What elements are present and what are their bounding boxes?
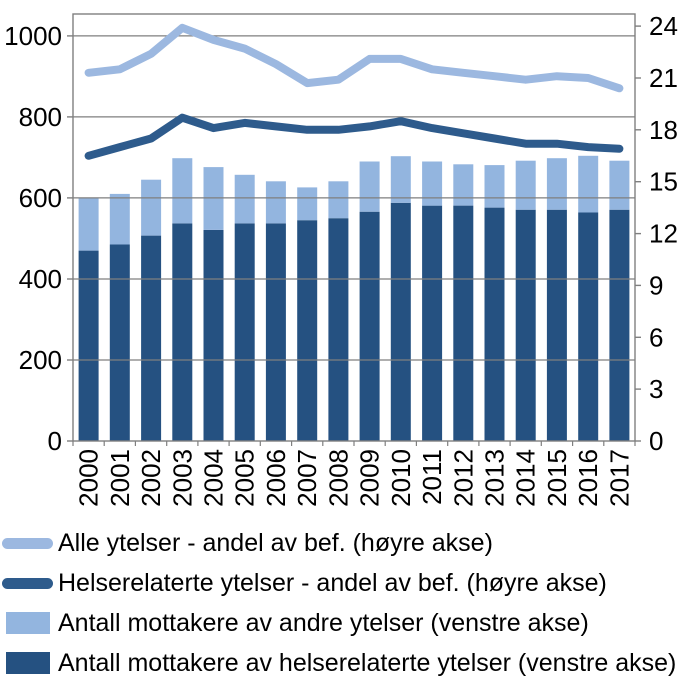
legend-line-swatch (2, 578, 58, 589)
right-axis-label: 21 (649, 63, 678, 93)
bar-segment-andre (609, 161, 629, 210)
bar-segment-helserelaterte (297, 220, 317, 441)
x-axis-year-label: 2014 (510, 449, 541, 507)
x-axis-year-label: 2016 (573, 449, 604, 507)
x-axis-year-label: 2000 (73, 449, 104, 507)
bar-segment-helserelaterte (422, 206, 442, 441)
chart-legend (2, 523, 700, 683)
bar-segment-andre (547, 158, 567, 210)
right-axis-label: 0 (649, 426, 664, 456)
x-axis-year-label: 2001 (104, 449, 135, 507)
bar-segment-helserelaterte (547, 210, 567, 441)
x-axis-year-label: 2012 (448, 449, 479, 507)
bar-segment-helserelaterte (204, 230, 224, 441)
bar-segment-andre (485, 165, 505, 208)
bar-segment-helserelaterte (453, 206, 473, 441)
x-axis-year-label: 2013 (479, 449, 510, 507)
swatch-color (2, 538, 53, 549)
x-axis-year-label: 2005 (229, 449, 260, 507)
bar-segment-helserelaterte (485, 208, 505, 441)
legend-row-0 (2, 523, 700, 563)
bar-segment-andre (422, 162, 442, 206)
bar-segment-andre (266, 181, 286, 223)
bar-segment-helserelaterte (516, 210, 536, 441)
x-axis-year-label: 2007 (292, 449, 323, 507)
bar-segment-andre (360, 162, 380, 212)
bar-segment-helserelaterte (328, 218, 348, 441)
x-axis-year-label: 2003 (167, 449, 198, 507)
right-axis-label: 12 (649, 218, 678, 249)
right-axis-label: 24 (649, 11, 678, 42)
line-alle-ytelser (89, 28, 620, 89)
left-axis-label: 600 (18, 182, 62, 213)
legend-label: Antall mottakere av helserelaterte ytelser (venstre akse) (58, 648, 677, 677)
x-axis-year-label: 2010 (385, 449, 416, 507)
bar-segment-helserelaterte (172, 223, 192, 441)
bar-segment-helserelaterte (609, 210, 629, 441)
bar-segment-andre (328, 181, 348, 218)
x-axis-year-label: 2002 (136, 449, 167, 507)
bar-segment-andre (391, 156, 411, 203)
bar-segment-andre (297, 187, 317, 220)
swatch-color (6, 652, 50, 674)
legend-bar-swatch (2, 612, 58, 634)
bar-segment-andre (578, 156, 598, 213)
legend-label: Antall mottakere av andre ytelser (venstre akse) (58, 608, 589, 637)
bar-segment-helserelaterte (110, 245, 130, 442)
legend-label: Helserelaterte ytelser - andel av bef. (høyre akse) (58, 568, 607, 597)
legend-row-3 (2, 643, 700, 683)
bar-segment-helserelaterte (360, 212, 380, 441)
bar-segment-helserelaterte (578, 213, 598, 442)
left-axis-label: 400 (18, 264, 62, 294)
left-axis-label: 1000 (4, 20, 62, 51)
bar-segment-andre (110, 194, 130, 245)
bar-segment-andre (79, 198, 99, 251)
bar-segment-andre (516, 161, 536, 210)
bar-segment-andre (141, 180, 161, 236)
left-axis-label: 0 (47, 426, 62, 456)
x-axis-year-label: 2004 (198, 449, 229, 507)
legend-bar-swatch (2, 652, 58, 674)
bar-segment-andre (235, 175, 255, 224)
swatch-color (6, 612, 50, 634)
right-axis-label: 9 (649, 270, 664, 301)
left-axis-label: 800 (18, 101, 62, 132)
bar-segment-helserelaterte (266, 223, 286, 441)
bar-segment-helserelaterte (235, 223, 255, 441)
bar-segment-andre (204, 167, 224, 230)
x-axis-year-label: 2015 (541, 449, 572, 507)
left-axis-label: 200 (18, 345, 62, 375)
x-axis-year-label: 2008 (323, 449, 354, 507)
x-axis-year-label: 2009 (354, 449, 385, 507)
bar-segment-helserelaterte (141, 236, 161, 441)
legend-row-1 (2, 563, 700, 603)
right-axis-label: 3 (649, 374, 664, 405)
x-axis-year-label: 2006 (260, 449, 291, 507)
right-axis-label: 15 (649, 166, 678, 197)
bar-segment-andre (453, 164, 473, 205)
legend-line-swatch (2, 538, 58, 549)
right-axis-label: 6 (649, 322, 664, 353)
x-axis-year-label: 2011 (417, 449, 448, 505)
legend-label: Alle ytelser - andel av bef. (høyre akse) (58, 528, 493, 557)
bar-segment-helserelaterte (391, 203, 411, 441)
line-helserelaterte (89, 118, 620, 156)
bar-segment-andre (172, 158, 192, 223)
x-axis-year-label: 2017 (604, 449, 635, 507)
swatch-color (2, 578, 53, 589)
right-axis-label: 18 (649, 114, 678, 145)
legend-row-2 (2, 603, 700, 643)
